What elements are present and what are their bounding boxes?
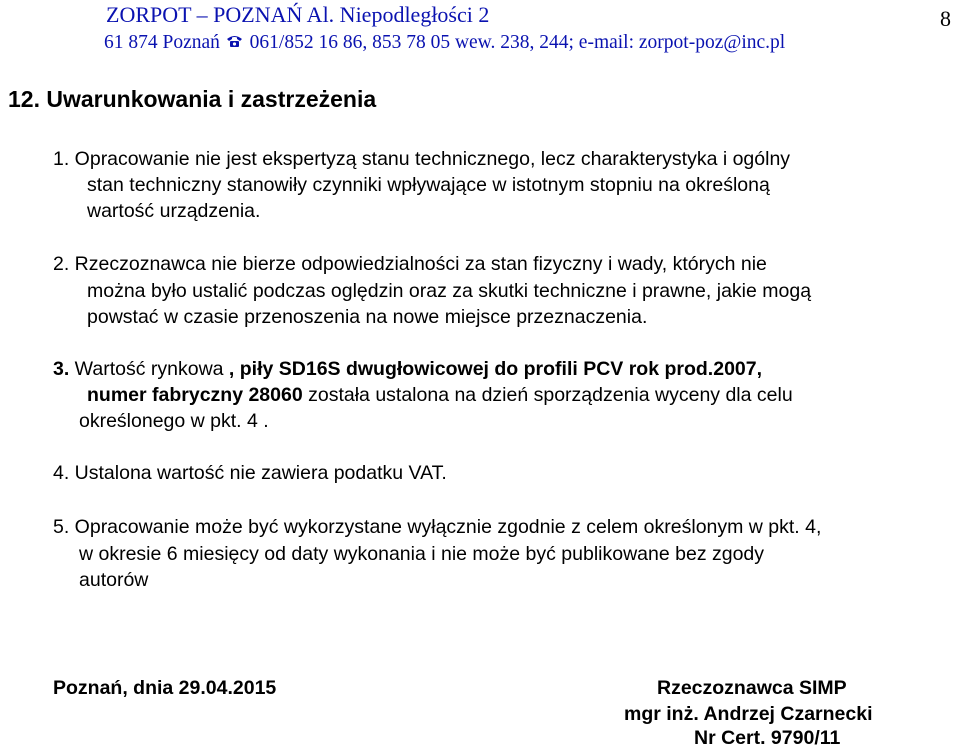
item-2-line-3: powstać w czasie przenoszenia na nowe miejsce przeznaczenia. bbox=[87, 306, 648, 328]
company-contact-line bbox=[104, 32, 785, 54]
item-1-line-2: stan techniczny stanowiły czynniki wpływające w istotnym stopniu na określoną bbox=[87, 174, 770, 196]
city-address: 61 874 Poznań bbox=[104, 32, 225, 53]
phone-icon bbox=[225, 32, 245, 54]
item-4-line-1: 4. Ustalona wartość nie zawiera podatku VAT. bbox=[53, 462, 447, 484]
item-3-line-1 bbox=[53, 358, 762, 381]
item-2-line-1: 2. Rzeczoznawca nie bierze odpowiedzialności za stan fizyczny i wady, których nie bbox=[53, 253, 767, 275]
email-link[interactable]: zorpot-poz@inc.pl bbox=[638, 32, 786, 53]
signatory-role: Rzeczoznawca SIMP bbox=[657, 677, 847, 699]
item-5-line-2: w okresie 6 miesięcy od daty wykonania i nie może być publikowane bez zgody bbox=[79, 543, 765, 565]
place-and-date: Poznań, dnia 29.04.2015 bbox=[53, 677, 277, 699]
item-3-value-label: Wartość rynkowa bbox=[69, 358, 224, 380]
item-3-serial: numer fabryczny 28060 bbox=[87, 384, 303, 406]
item-1-line-1: 1. Opracowanie nie jest ekspertyzą stanu technicznego, lecz charakterystyka i ogólny bbox=[53, 148, 791, 170]
item-3-machine: , piły SD16S dwugłowicowej do profili PCV rok prod.2007, bbox=[223, 358, 763, 380]
item-3-number: 3. bbox=[53, 358, 70, 380]
item-3-line-3: określonego w pkt. 4 . bbox=[79, 410, 269, 432]
company-header: ZORPOT – POZNAŃ Al. Niepodległości 2 bbox=[106, 2, 490, 27]
item-5-line-3: autorów bbox=[79, 569, 149, 591]
signatory-certificate: Nr Cert. 9790/11 bbox=[694, 727, 841, 749]
item-1-line-3: wartość urządzenia. bbox=[87, 200, 261, 222]
phone-numbers: 061/852 16 86, 853 78 05 wew. 238, 244; e-mail: bbox=[244, 32, 639, 53]
item-3-text: została ustalona na dzień sporządzenia wyceny dla celu bbox=[302, 384, 793, 406]
section-title: 12. Uwarunkowania i zastrzeżenia bbox=[8, 86, 377, 112]
signatory-name: mgr inż. Andrzej Czarnecki bbox=[624, 703, 873, 725]
item-2-line-2: można było ustalić podczas oględzin oraz za skutki techniczne i prawne, jakie mogą bbox=[87, 280, 812, 302]
item-3-line-2 bbox=[87, 384, 793, 407]
page-number: 8 bbox=[940, 6, 951, 31]
item-5-line-1: 5. Opracowanie może być wykorzystane wyłącznie zgodnie z celem określonym w pkt. 4, bbox=[53, 516, 822, 538]
